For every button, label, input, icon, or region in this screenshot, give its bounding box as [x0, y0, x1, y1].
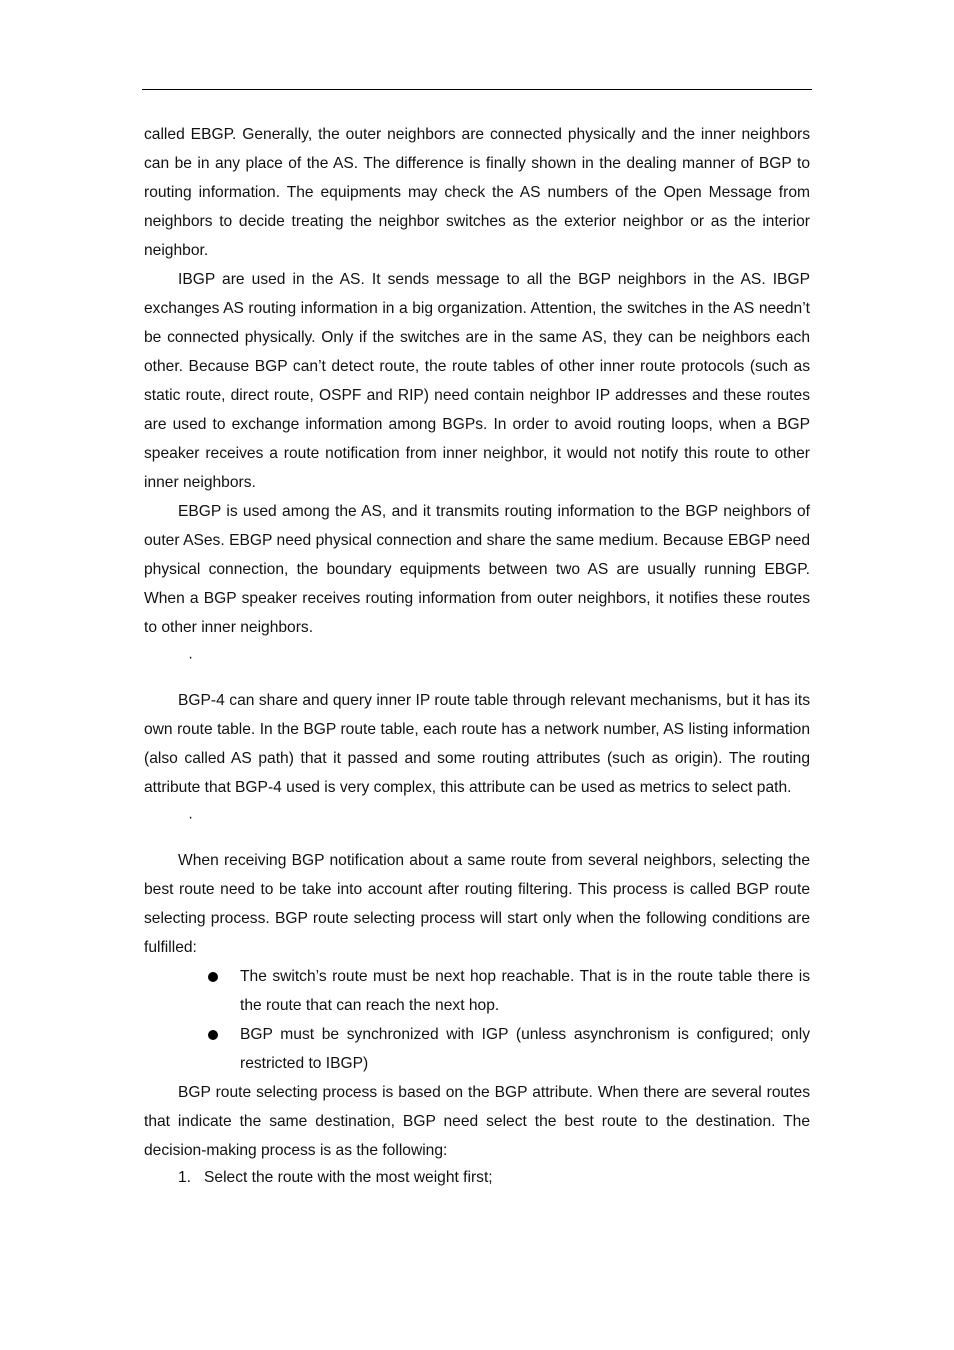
list-item-text: BGP must be synchronized with IGP (unless asynchronism is configured; only restricted to IBGP): [240, 1026, 810, 1072]
paragraph-route-table: BGP-4 can share and query inner IP route table through relevant mechanisms, but it has its own route table. In the BGP route table, each route has a network number, AS listing information (also called AS path) that it passed and some routing attributes (such as origin). The routing attribute that BGP-4 used is very complex, this attribute can be used as metrics to select path.: [144, 692, 810, 796]
section-marker-dot: ·: [188, 649, 194, 666]
paragraph-ebgp: EBGP is used among the AS, and it transmits routing information to the BGP neighbors of outer ASes. EBGP need physical connection and share the same medium. Because EBGP need physical connection, the boundary equipments between two AS are usually running EBGP. When a BGP speaker receives routing information from outer neighbors, it notifies these routes to other inner neighbors.: [144, 503, 810, 636]
section-marker-1: [144, 642, 810, 686]
numbered-item-text: Select the route with the most weight first;: [204, 1169, 493, 1186]
bullet-icon: [208, 972, 218, 982]
paragraph-decision-process: BGP route selecting process is based on the BGP attribute. When there are several routes that indicate the same destination, BGP need select the best route to the destination. The decision-making process is as the following:: [144, 1084, 810, 1159]
document-body: [144, 120, 810, 1191]
paragraph-route-selecting: When receiving BGP notification about a same route from several neighbors, selecting the best route need to be take into account after routing filtering. This process is called BGP route selecting process. BGP route selecting process will start only when the following conditions are fulfilled:: [144, 852, 810, 956]
numbered-item: [144, 1165, 810, 1191]
section-marker-2: [144, 802, 810, 846]
paragraph-ebgp-intro: called EBGP. Generally, the outer neighbors are connected physically and the inner neighbors can be in any place of the AS. The difference is finally shown in the dealing manner of BGP to routing information. The equipments may check the AS numbers of the Open Message from neighbors to decide treating the neighbor switches as the exterior neighbor or as the interior neighbor.: [144, 126, 810, 259]
list-item-text: The switch’s route must be next hop reachable. That is in the route table there is the route that can reach the next hop.: [240, 968, 810, 1014]
section-marker-dot: ·: [188, 809, 194, 826]
numbered-item-number: 1.: [178, 1169, 192, 1186]
bullet-icon: [208, 1030, 218, 1040]
paragraph-ibgp: IBGP are used in the AS. It sends message to all the BGP neighbors in the AS. IBGP exchanges AS routing information in a big organization. Attention, the switches in the AS needn’t be connected physically. Only if the switches are in the same AS, they can be neighbors each other. Because BGP can’t detect route, the route tables of other inner route protocols (such as static route, direct route, OSPF and RIP) need contain neighbor IP addresses and these routes are used to exchange information among BGPs. In order to avoid routing loops, when a BGP speaker receives a route notification from inner neighbor, it would not notify this route to other inner neighbors.: [144, 271, 810, 491]
conditions-list: [144, 962, 810, 1078]
list-item: [144, 1020, 810, 1078]
header-rule: [142, 89, 812, 90]
list-item: [144, 962, 810, 1020]
